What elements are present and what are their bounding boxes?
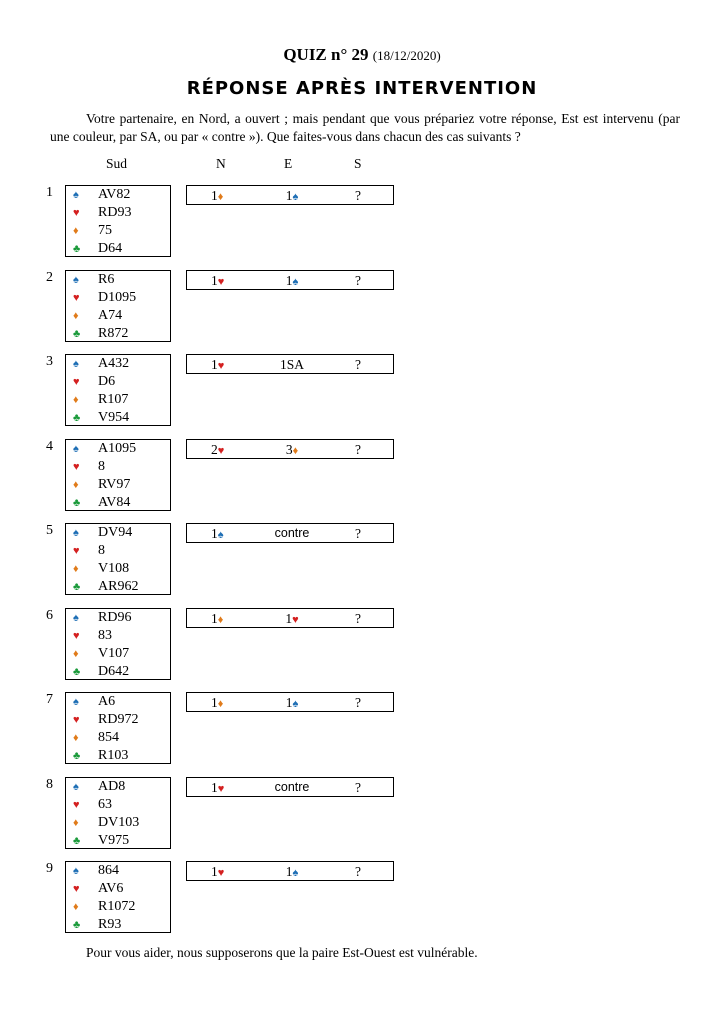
- diamonds-icon: ♦: [73, 647, 79, 660]
- suit-cards-diamonds: DV103: [98, 814, 140, 830]
- auction-box: [186, 270, 394, 290]
- column-header-south-hand: Sud: [106, 156, 128, 171]
- diamonds-icon: ♦: [73, 225, 79, 237]
- suit-cards-spades: A1095: [98, 440, 137, 456]
- auction-box: [186, 692, 394, 712]
- suit-row-hearts: [66, 373, 170, 391]
- hearts-icon: ♥: [73, 376, 80, 388]
- footer-note: Pour vous aider, nous supposerons que la paire Est-Ouest est vulnérable.: [86, 945, 478, 960]
- suit-row-diamonds: [66, 222, 170, 240]
- suit-row-clubs: [66, 409, 170, 427]
- diamonds-icon: ♦: [73, 563, 79, 575]
- bid-level: 1: [211, 779, 218, 795]
- clubs-icon: ♣: [73, 834, 81, 847]
- suit-row-spades: [66, 609, 170, 627]
- auction-box: [186, 523, 394, 543]
- east-bid: [262, 610, 322, 629]
- suit-row-spades: [66, 440, 170, 458]
- suit-row-spades: [66, 186, 170, 204]
- suit-cards-clubs: D64: [98, 241, 123, 256]
- south-hand-box: [65, 270, 171, 342]
- hearts-icon: ♥: [73, 798, 80, 811]
- hearts-icon: ♥: [73, 545, 80, 557]
- east-bid: [262, 272, 322, 291]
- clubs-icon: ♣: [73, 327, 81, 340]
- suit-row-diamonds: [66, 814, 170, 832]
- south-bid: ?: [355, 864, 361, 879]
- hearts-icon: ♥: [73, 629, 80, 642]
- south-bid: ?: [355, 357, 361, 372]
- suit-row-diamonds: [66, 307, 170, 325]
- hearts-icon: ♥: [73, 460, 80, 473]
- suit-cards-hearts: RD93: [98, 205, 132, 220]
- suit-cards-spades: A6: [98, 694, 116, 709]
- south-hand-box: [65, 608, 171, 680]
- clubs-icon: ♣: [73, 412, 81, 424]
- north-bid: [211, 863, 224, 882]
- clubs-icon: ♣: [73, 665, 81, 678]
- suit-row-hearts: [66, 711, 170, 729]
- suit-row-hearts: [66, 627, 170, 645]
- spades-icon: ♠: [73, 780, 79, 793]
- suit-cards-hearts: D6: [98, 374, 116, 389]
- south-hand-box: [65, 692, 171, 764]
- problem-block: [0, 777, 724, 853]
- bid-level: 1: [285, 695, 293, 710]
- clubs-icon: ♣: [73, 919, 81, 931]
- suit-cards-spades: R6: [98, 271, 115, 287]
- problem-block: [0, 185, 724, 261]
- quiz-title: QUIZ n° 29: [283, 45, 369, 64]
- east-bid: [262, 441, 322, 460]
- suit-row-diamonds: [66, 729, 170, 747]
- suit-cards-spades: A432: [98, 356, 130, 371]
- hearts-icon: ♥: [292, 613, 299, 626]
- hearts-icon: ♥: [73, 291, 80, 304]
- spades-icon: ♠: [292, 191, 299, 203]
- south-hand-box: [65, 861, 171, 933]
- suit-cards-hearts: 83: [98, 627, 112, 643]
- east-bid: [262, 694, 322, 713]
- suit-row-diamonds: [66, 560, 170, 578]
- suit-cards-clubs: R872: [98, 325, 129, 341]
- spades-icon: ♠: [73, 696, 79, 708]
- south-bid: ?: [355, 188, 361, 203]
- problem-block: [0, 608, 724, 684]
- south-hand-box: [65, 777, 171, 849]
- auction-box: [186, 439, 394, 459]
- bid-level: 1: [211, 272, 218, 288]
- diamonds-icon: ♦: [73, 901, 79, 913]
- problem-number: 4: [46, 438, 53, 454]
- hearts-icon: ♥: [73, 714, 80, 726]
- hearts-icon: ♥: [73, 883, 80, 895]
- suit-row-clubs: [66, 240, 170, 258]
- spades-icon: ♠: [73, 273, 79, 286]
- suit-cards-diamonds: V107: [98, 645, 130, 661]
- south-hand-box: [65, 439, 171, 511]
- auction-box: [186, 185, 394, 205]
- problem-number: 3: [46, 354, 53, 369]
- suit-row-clubs: [66, 325, 170, 343]
- auction-box: [186, 777, 394, 797]
- suit-cards-spades: AD8: [98, 778, 126, 794]
- spades-icon: ♠: [292, 698, 299, 710]
- bid-level: 1: [211, 188, 218, 203]
- diamonds-icon: ♦: [73, 732, 79, 744]
- suit-cards-diamonds: RV97: [98, 476, 131, 492]
- suit-row-diamonds: [66, 391, 170, 409]
- spades-icon: ♠: [73, 442, 79, 455]
- suit-cards-diamonds: 854: [98, 730, 119, 745]
- south-hand-box: [65, 354, 171, 426]
- suit-row-clubs: [66, 747, 170, 765]
- north-bid: [211, 694, 223, 713]
- bid-level: 1: [285, 864, 293, 879]
- bid-level: 1: [211, 357, 218, 372]
- suit-row-hearts: [66, 796, 170, 814]
- suit-cards-spades: 864: [98, 863, 119, 878]
- suit-row-hearts: [66, 542, 170, 560]
- diamonds-icon: ♦: [217, 191, 224, 203]
- suit-row-hearts: [66, 289, 170, 307]
- suit-cards-clubs: V975: [98, 832, 130, 848]
- suit-row-clubs: [66, 663, 170, 681]
- spades-icon: ♠: [73, 527, 79, 539]
- problem-number: 2: [46, 269, 53, 285]
- suit-cards-diamonds: V108: [98, 561, 130, 576]
- suit-row-hearts: [66, 880, 170, 898]
- suit-cards-diamonds: R107: [98, 392, 129, 407]
- spades-icon: ♠: [292, 867, 299, 879]
- bid-level: 3: [285, 441, 293, 457]
- intro-paragraph: Votre partenaire, en Nord, a ouvert ; mais pendant que vous prépariez votre réponse, Est est intervenu (par une couleur, par SA, ou par « contre »). Que faites-vous dans chacun des cas suivants ?: [50, 111, 680, 144]
- bid-level: 1: [211, 610, 218, 626]
- suit-row-spades: [66, 524, 170, 542]
- bid-level: 1: [211, 864, 218, 879]
- page-subtitle: RÉPONSE APRÈS INTERVENTION: [186, 78, 538, 99]
- spades-icon: ♠: [73, 189, 79, 201]
- hearts-icon: ♥: [73, 207, 80, 219]
- suit-cards-hearts: 8: [98, 458, 105, 474]
- suit-row-spades: [66, 693, 170, 711]
- north-bid: [211, 187, 223, 206]
- bid-level: 1: [285, 272, 293, 288]
- auction-box: [186, 608, 394, 628]
- problem-number: 1: [46, 185, 53, 200]
- suit-cards-clubs: V954: [98, 410, 130, 425]
- bid-level: 1: [285, 188, 293, 203]
- bid-level: 2: [211, 441, 218, 457]
- suit-cards-clubs: R93: [98, 917, 122, 932]
- suit-row-spades: [66, 862, 170, 880]
- north-bid: [211, 525, 224, 544]
- south-hand-box: [65, 523, 171, 595]
- diamonds-icon: ♦: [73, 478, 79, 491]
- column-header-south-bid: S: [354, 156, 362, 171]
- suit-row-spades: [66, 778, 170, 796]
- suit-cards-clubs: D642: [98, 663, 130, 679]
- north-bid: [211, 610, 223, 629]
- suit-cards-hearts: 8: [98, 543, 105, 558]
- spades-icon: ♠: [217, 529, 224, 541]
- suit-cards-clubs: AR962: [98, 579, 139, 594]
- suit-row-hearts: [66, 458, 170, 476]
- page-title: [0, 45, 724, 65]
- suit-cards-clubs: R103: [98, 748, 129, 763]
- suit-cards-spades: AV82: [98, 187, 131, 202]
- auction-box: [186, 354, 394, 374]
- column-header-north: N: [216, 156, 226, 171]
- suit-row-hearts: [66, 204, 170, 222]
- south-bid: ?: [355, 526, 361, 541]
- hearts-icon: ♥: [217, 360, 225, 372]
- problem-number: 7: [46, 692, 53, 707]
- problem-block: [0, 692, 724, 768]
- problem-block: [0, 354, 724, 430]
- suit-row-spades: [66, 355, 170, 373]
- suit-row-clubs: [66, 832, 170, 850]
- problem-block: [0, 523, 724, 599]
- south-bid: ?: [355, 695, 361, 710]
- auction-box: [186, 861, 394, 881]
- bid-level: 1: [211, 526, 218, 541]
- spades-icon: ♠: [292, 275, 299, 288]
- suit-row-clubs: [66, 916, 170, 934]
- north-bid: [211, 356, 224, 375]
- bid-level: 1: [211, 695, 218, 710]
- south-bid: ?: [355, 779, 361, 795]
- hearts-icon: ♥: [217, 444, 225, 457]
- problem-block: [0, 439, 724, 515]
- suit-row-clubs: [66, 578, 170, 596]
- diamonds-icon: ♦: [73, 309, 79, 322]
- suit-cards-diamonds: A74: [98, 307, 123, 323]
- suit-cards-diamonds: 75: [98, 223, 112, 238]
- problem-number: 6: [46, 607, 53, 623]
- clubs-icon: ♣: [73, 496, 81, 509]
- spades-icon: ♠: [73, 611, 79, 624]
- spades-icon: ♠: [73, 358, 79, 370]
- suit-cards-clubs: AV84: [98, 494, 131, 510]
- diamonds-icon: ♦: [217, 698, 224, 710]
- diamonds-icon: ♦: [73, 394, 79, 406]
- suit-cards-diamonds: R1072: [98, 899, 136, 914]
- north-bid: [211, 272, 224, 291]
- column-header-east: E: [284, 156, 293, 171]
- suit-cards-hearts: AV6: [98, 881, 124, 896]
- problem-number: 8: [46, 776, 53, 792]
- problem-block: [0, 270, 724, 346]
- suit-row-spades: [66, 271, 170, 289]
- suit-cards-spades: DV94: [98, 525, 133, 540]
- suit-row-diamonds: [66, 898, 170, 916]
- suit-row-diamonds: [66, 476, 170, 494]
- east-bid: contre: [274, 779, 310, 794]
- suit-cards-hearts: D1095: [98, 289, 137, 305]
- diamonds-icon: ♦: [217, 613, 224, 626]
- east-bid: [262, 187, 322, 206]
- clubs-icon: ♣: [73, 243, 81, 255]
- suit-row-clubs: [66, 494, 170, 512]
- clubs-icon: ♣: [73, 750, 81, 762]
- problem-block: [0, 861, 724, 937]
- suit-cards-spades: RD96: [98, 609, 132, 625]
- east-bid: contre: [274, 526, 310, 540]
- suit-cards-hearts: RD972: [98, 712, 139, 727]
- south-bid: ?: [355, 272, 361, 288]
- south-bid: ?: [355, 441, 361, 457]
- south-bid: ?: [355, 610, 361, 626]
- hearts-icon: ♥: [217, 867, 225, 879]
- north-bid: [211, 779, 224, 798]
- spades-icon: ♠: [73, 865, 79, 877]
- problem-number: 5: [46, 523, 53, 538]
- diamonds-icon: ♦: [292, 444, 299, 457]
- suit-row-diamonds: [66, 645, 170, 663]
- clubs-icon: ♣: [73, 581, 81, 593]
- diamonds-icon: ♦: [73, 816, 79, 829]
- bid-level: 1: [285, 610, 293, 626]
- north-bid: [211, 441, 224, 460]
- problem-number: 9: [46, 861, 53, 876]
- east-bid: 1SA: [279, 357, 304, 372]
- quiz-date: (18/12/2020): [372, 48, 441, 63]
- south-hand-box: [65, 185, 171, 257]
- hearts-icon: ♥: [217, 275, 225, 288]
- east-bid: [262, 863, 322, 882]
- hearts-icon: ♥: [217, 782, 225, 795]
- suit-cards-hearts: 63: [98, 796, 112, 812]
